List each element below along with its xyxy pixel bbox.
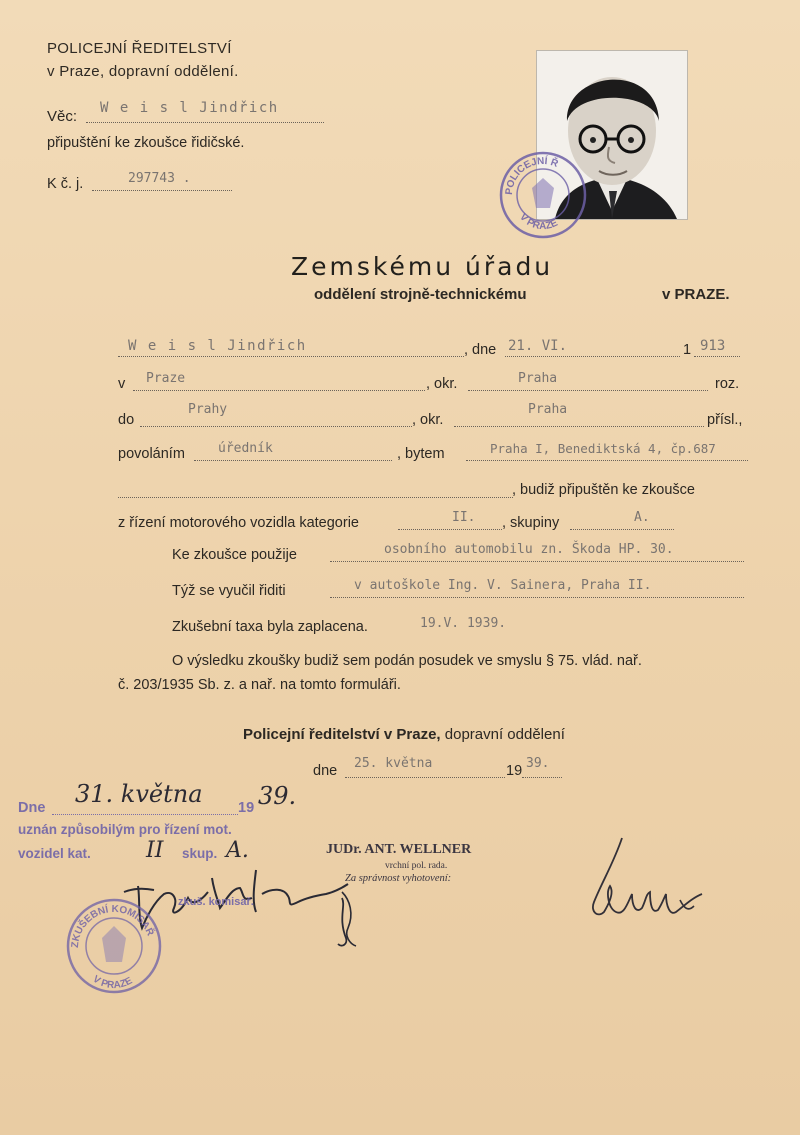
vehicle: osobního automobilu zn. Škoda HP. 30. <box>384 542 674 557</box>
exam-stamp-komisar: zkuš. komisař. <box>178 896 254 908</box>
exam-hand-skup: A. <box>226 838 249 863</box>
povolanim-label: povoláním <box>118 446 185 462</box>
kcj-label: K č. j. <box>47 176 84 192</box>
issuer-rest: dopravní oddělení <box>440 726 565 743</box>
prisl-label: přísl., <box>707 412 743 428</box>
applicant-name: W e i s l Jindřich <box>128 338 307 354</box>
footer-year-prefix: 19 <box>506 763 523 779</box>
roz-label: roz. <box>715 376 740 392</box>
birth-year: 913 <box>700 338 726 354</box>
occupation: úředník <box>218 441 273 456</box>
exam-stamp-line3: vozidel kat. <box>18 846 91 861</box>
birth-place: Praze <box>146 371 186 386</box>
birth-date: 21. VI. <box>508 338 568 354</box>
domicile-district: Praha <box>528 402 568 417</box>
exam-hand-kat: II <box>146 838 164 863</box>
exam-stamp-dne: Dne <box>18 800 46 816</box>
footer-date: 25. května <box>354 756 433 771</box>
birth-district: Praha <box>518 371 558 386</box>
dne-label: , dne <box>464 342 497 358</box>
skupiny-value: A. <box>634 510 650 525</box>
taxa-date: 19.V. 1939. <box>420 616 507 631</box>
exam-stamp-skup: skup. <box>182 846 218 861</box>
address: Praha I, Benediktská 4, čp.687 <box>490 441 716 456</box>
okr-label-2: , okr. <box>412 412 444 428</box>
official-note: Za správnost vyhotovení: <box>345 873 452 884</box>
subject: připuštění ke zkoušce řidičské. <box>47 135 245 151</box>
taxa-label: Zkušební taxa byla zaplacena. <box>172 619 368 635</box>
footer-dne-label: dne <box>313 763 338 779</box>
do-label: do <box>118 412 135 428</box>
addressee-city: v PRAZE. <box>662 286 730 303</box>
skupiny-label: , skupiny <box>502 515 560 531</box>
vec-value: W e i s l Jindřich <box>100 100 279 116</box>
exam-stamp-line2: uznán způsobilým pro řízení mot. <box>18 822 232 837</box>
kategorie-label: z řízení motorového vozidla kategorie <box>118 515 359 531</box>
official-signature <box>580 832 710 942</box>
vec-label: Věc: <box>47 108 78 125</box>
police-seal-stamp <box>498 150 588 240</box>
police-seal-top-text: POLICEJNÍ Ř <box>503 155 560 196</box>
vycvik-label: Týž se vyučil řiditi <box>172 583 286 599</box>
zkousce-label: Ke zkoušce použije <box>172 547 297 563</box>
addressee-dept: oddělení strojně-technickému <box>314 286 527 303</box>
footer-year: 39. <box>526 756 550 771</box>
office-department: v Praze, dopravní oddělení. <box>47 63 239 80</box>
official-title: vrchní pol. rada. <box>385 861 448 871</box>
v-label: v <box>118 376 126 392</box>
okr-label-1: , okr. <box>426 376 458 392</box>
exam-hand-year: 39. <box>258 782 297 810</box>
police-seal-bottom-text: V PRAZE <box>517 211 560 233</box>
bytem-label: , bytem <box>397 446 445 462</box>
result-line-2: č. 203/1935 Sb. z. a nař. na tomto formuláři. <box>118 677 401 693</box>
official-name: JUDr. ANT. WELLNER <box>326 842 472 857</box>
examiner-seal-top-text: ZKUŠEBNÍ KOMISAŘ <box>69 903 156 949</box>
exam-year-prefix: 19 <box>238 800 255 816</box>
svg-text:V PRAZE <box>517 212 560 232</box>
examiner-seal-stamp <box>64 896 164 996</box>
office-name: POLICEJNÍ ŘEDITELSTVÍ <box>47 40 232 57</box>
addressee-title: Zemskému úřadu <box>291 252 554 281</box>
result-line-1: O výsledku zkoušky budiž sem podán posudek ve smyslu § 75. vlád. nař. <box>172 653 642 669</box>
budiz-text: , budiž připuštěn ke zkoušce <box>512 482 695 498</box>
exam-hand-date: 31. května <box>75 780 203 808</box>
pen-stroke <box>336 888 366 948</box>
issuer-bold: Policejní ředitelství v Praze, <box>243 726 441 743</box>
kategorie-value: II. <box>452 510 476 525</box>
domicile: Prahy <box>188 402 228 417</box>
examiner-seal-bottom-text: V PRAZE <box>90 973 135 992</box>
driving-school: v autoškole Ing. V. Sainera, Praha II. <box>354 578 652 593</box>
birth-year-prefix: 1 <box>683 342 692 358</box>
kcj-value: 297743 . <box>128 171 191 186</box>
